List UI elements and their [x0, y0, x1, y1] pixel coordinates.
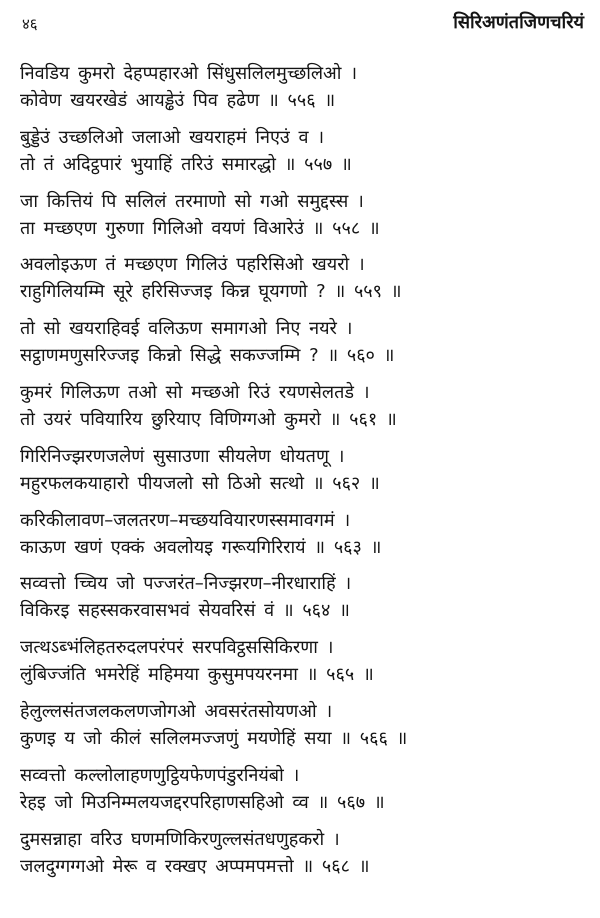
- verse-line: गिरिनिज्झरणजलेणं सुसाउणा सीयलेण धोयतणू ।: [20, 445, 345, 467]
- verse-line: करिकीलावण–जलतरण–मच्छयवियारणस्समावगमं ।: [20, 509, 351, 531]
- verse-line: विकिरइ सहस्सकरवासभवं सेयवरिसं वं ॥ ५६४ ॥: [20, 600, 350, 622]
- verse-line: जत्थऽब्भंलिहतरुदलपरंपरं सरपविट्ठससिकिरणा ।: [20, 637, 334, 659]
- verse-line: हेलुल्लसंतजलकलणजोगओ अवसरंतसोयणओ ।: [20, 700, 333, 722]
- verse-line: बुड्डेउं उच्छलिओ जलाओ खयराहमं निएउं व ।: [20, 126, 325, 148]
- verse-560: [20, 315, 590, 379]
- verse-557: [20, 124, 590, 188]
- verse-list: [20, 60, 590, 889]
- verse-line: ता मच्छएण गुरुणा गिलिओ वयणं विआरेउं ॥ ५५८ ॥: [20, 217, 380, 239]
- verse-566: [20, 698, 590, 762]
- verse-line: तो तं अदिट्ठपारं भुयाहिं तरिउं समारद्धो ॥ ५५७ ॥: [20, 153, 352, 175]
- verse-558: [20, 188, 590, 252]
- verse-556: [20, 60, 590, 124]
- verse-line: तो सो खयराहिवई वलिऊण समागओ निए नयरे ।: [20, 318, 353, 340]
- running-head: सिरिअणंतजिणचरियं: [453, 12, 584, 33]
- verse-line: महुरफलकयाहारो पीयजलो सो ठिओ सत्थो ॥ ५६२ ॥: [20, 472, 380, 494]
- verse-559: [20, 251, 590, 315]
- verse-561: [20, 379, 590, 443]
- verse-line: राहुगिलियम्मि सूरे हरिसिज्जइ किन्न घूयगणो ? ॥ ५५९ ॥: [20, 281, 402, 303]
- verse-line: सट्ठाणमणुसरिज्जइ किन्नो सिद्धे सकज्जम्मि ? ॥ ५६० ॥: [20, 345, 395, 367]
- verse-567: [20, 762, 590, 826]
- page-number: ४६: [22, 15, 38, 33]
- verse-line: दुमसन्नाहा वरिउ घणमणिकिरणुल्लसंतधणुहकरो ।: [20, 828, 340, 850]
- verse-564: [20, 570, 590, 634]
- verse-562: [20, 443, 590, 507]
- verse-line: सव्वत्तो च्चिय जो पज्जरंत–निज्झरण–नीरधाराहिं ।: [20, 573, 352, 595]
- verse-line: निवडिय कुमरो देहप्पहारओ सिंधुसलिलमुच्छलिओ ।: [20, 63, 358, 84]
- verse-563: [20, 507, 590, 571]
- verse-line: तो उयरं पवियारिय छुरियाए विणिग्गओ कुमरो ॥ ५६१ ॥: [20, 408, 397, 430]
- verse-line: काऊण खणं एक्कं अवलोयइ गरूयगिरिरायं ॥ ५६३ ॥: [20, 536, 382, 558]
- verse-line: सव्वत्तो कल्लोलाहणणुट्ठियफेणपंडुरनियंबो ।: [20, 764, 300, 786]
- verse-line: कुणइ य जो कीलं सलिलमज्जणुं मयणेहिं सया ॥ ५६६ ॥: [20, 727, 408, 749]
- verse-line: लुंबिज्जंति भमरेहिं महिमया कुसुमपयरनमा ॥ ५६५ ॥: [20, 664, 374, 686]
- verse-568: [20, 826, 590, 890]
- verse-565: [20, 634, 590, 698]
- verse-line: जा कित्तियं पि सलिलं तरमाणो सो गओ समुद्दस्स ।: [20, 190, 364, 212]
- verse-line: जलदुग्गग्गओ मेरू व रक्खए अप्पमपमत्तो ॥ ५६८ ॥: [20, 855, 370, 877]
- verse-line: रेहइ जो मिउनिम्मलयजद्दरपरिहाणसहिओ व्व ॥ ५६७ ॥: [20, 791, 385, 813]
- verse-line: अवलोइऊण तं मच्छएण गिलिउं पहरिसिओ खयरो ।: [20, 254, 365, 276]
- verse-line: कुमरं गिलिऊण तओ सो मच्छओ रिउं रयणसेलतडे ।: [20, 381, 370, 403]
- verse-line: कोवेण खयरखेडं आयड्ढेउं पिव हढेण ॥ ५५६ ॥: [20, 90, 336, 111]
